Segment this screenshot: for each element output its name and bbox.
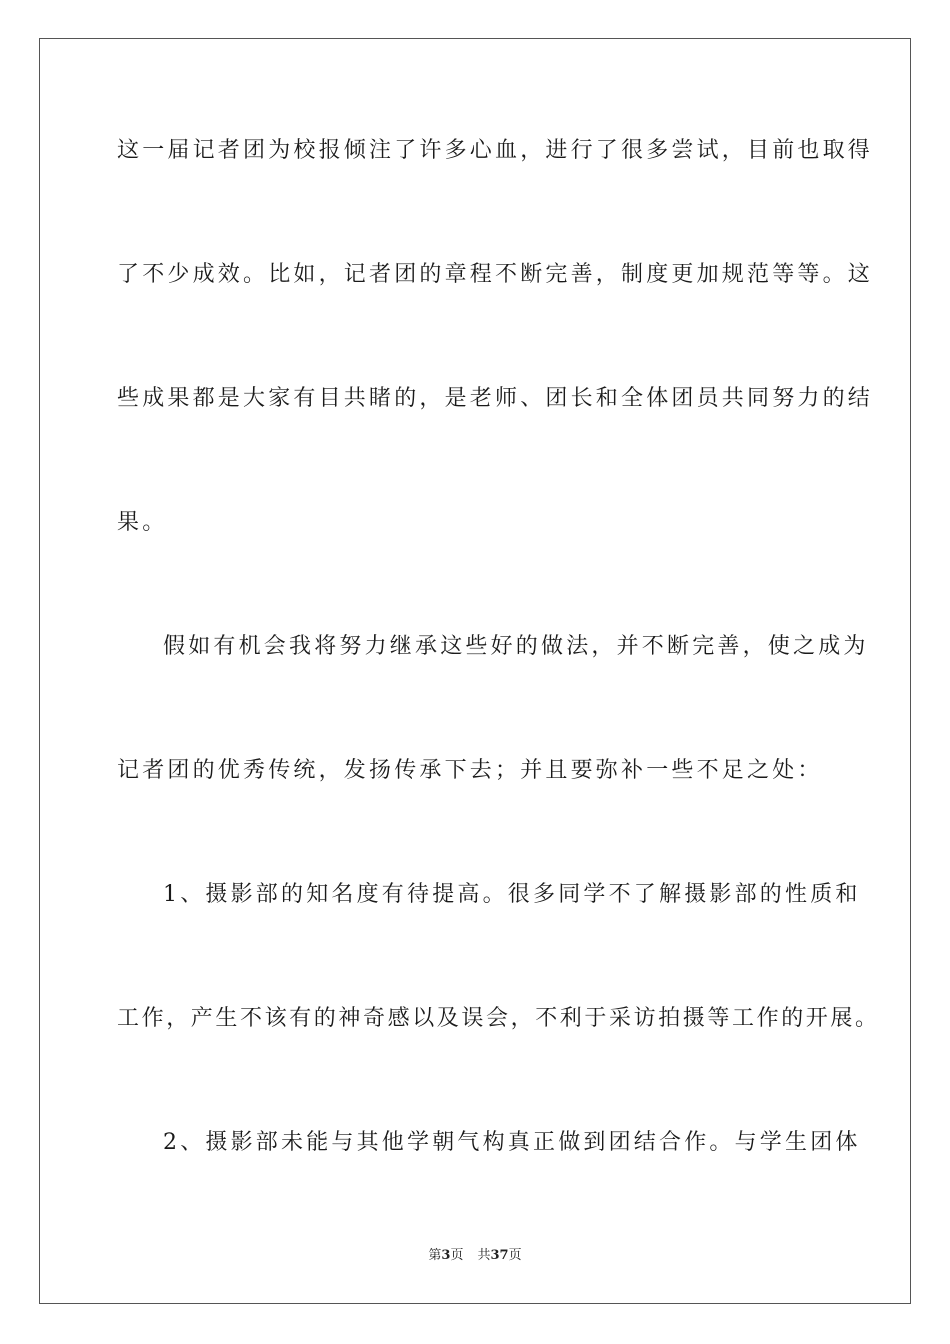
page-border <box>39 38 911 1304</box>
page-footer <box>0 1246 950 1266</box>
paragraph-line: 这一届记者团为校报倾注了许多心血，进行了很多尝试，目前也取得 <box>117 138 874 163</box>
total-pages: 37 <box>490 1248 509 1263</box>
paragraph-line: 假如有机会我将努力继承这些好的做法，并不断完善，使之成为 <box>163 634 869 659</box>
page-number: 3 <box>441 1248 451 1263</box>
list-item-line: 工作，产生不该有的神奇感以及误会，不利于采访拍摄等工作的开展。 <box>117 1006 880 1031</box>
total-suffix: 页 <box>508 1248 522 1263</box>
paragraph-line: 记者团的优秀传统，发扬传承下去；并且要弥补一些不足之处： <box>117 758 823 783</box>
list-item-line: 1、摄影部的知名度有待提高。很多同学不了解摄影部的性质和 <box>163 882 861 907</box>
page-suffix: 页 <box>450 1248 464 1263</box>
total-prefix: 共 <box>477 1248 491 1263</box>
list-item-line: 2、摄影部未能与其他学朝气构真正做到团结合作。与学生团体 <box>163 1130 861 1155</box>
page-prefix: 第 <box>428 1248 442 1263</box>
paragraph-line: 了不少成效。比如，记者团的章程不断完善，制度更加规范等等。这 <box>117 262 874 287</box>
paragraph-line: 果。 <box>117 510 168 535</box>
paragraph-line: 些成果都是大家有目共睹的，是老师、团长和全体团员共同努力的结 <box>117 386 874 411</box>
